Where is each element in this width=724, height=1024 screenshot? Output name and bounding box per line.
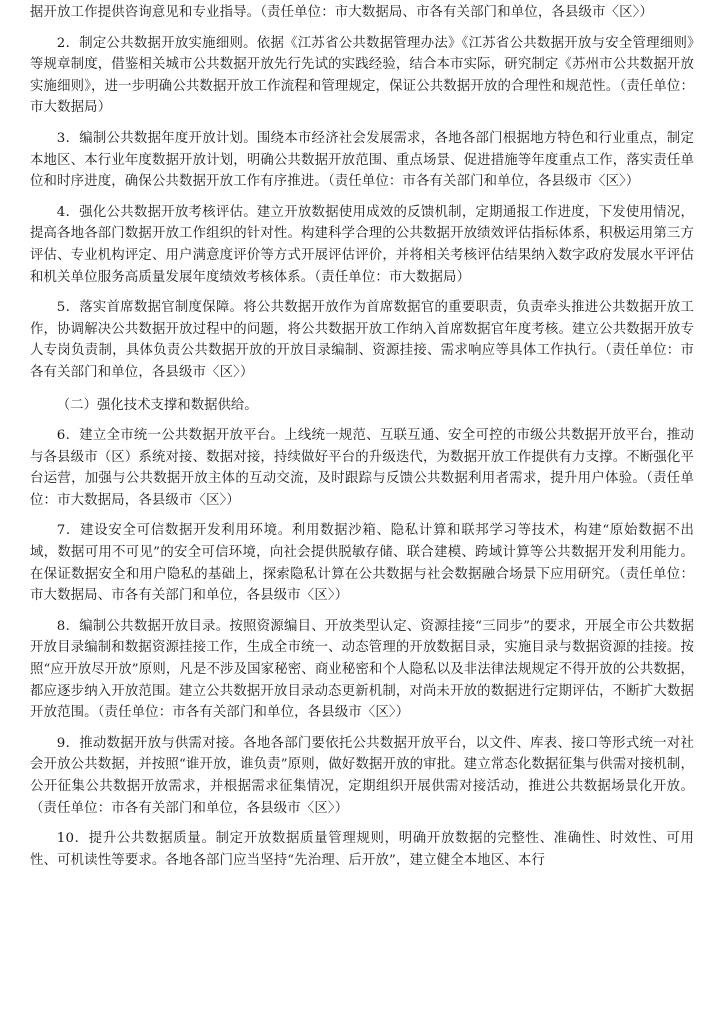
paragraph-item-4: 4．强化公共数据开放考核评估。建立开放数据使用成效的反馈机制，定期通报工作进度，下发使用情况，提高各地各部门数据开放工作组织的针对性。构建科学合理的公共数据开放绩效评估指标体系，积极运用第三方评估、专业机构评定、用户满意度评价等方式开展评估评价，并将相关考核评估结果纳入数字政府发展水平评估和机关单位服务高质量发展年度绩效考核体系。（责任单位：市大数据局） [30, 204, 694, 285]
paragraph-item-2: 2．制定公共数据开放实施细则。依据《江苏省公共数据管理办法》《江苏省公共数据开放与安全管理细则》等规章制度，借鉴相关城市公共数据开放先行先试的实践经验，结合本市实际，研究制定《苏州市公共数据开放实施细则》，进一步明确公共数据开放工作流程和管理规定，保证公共数据开放的合理性和规范性。（责任单位：市大数据局） [30, 35, 694, 116]
paragraph-item-10: 10．提升公共数据质量。制定开放数据质量管理规则，明确开放数据的完整性、准确性、时效性、可用性、可机读性等要求。各地各部门应当坚持“先治理、后开放”，建立健全本地区、本行 [30, 831, 694, 868]
paragraph-item-3: 3．编制公共数据年度开放计划。围绕本市经济社会发展需求，各地各部门根据地方特色和行业重点，制定本地区、本行业年度数据开放计划，明确公共数据开放范围、重点场景、促进措施等年度重点工作，落实责任单位和时序进度，确保公共数据开放工作有序推进。（责任单位：市各有关部门和单位，各县级市〈区〉） [30, 130, 694, 190]
document-page [30, 2, 694, 871]
paragraph-item-5: 5．落实首席数据官制度保障。将公共数据开放作为首席数据官的重要职责，负责牵头推进公共数据开放工作，协调解决公共数据开放过程中的问题，将公共数据开放工作纳入首席数据官年度考核。建立公共数据开放专人专岗负责制，具体负责公共数据开放的开放目录编制、资源挂接、需求响应等具体工作执行。（责任单位：市各有关部门和单位，各县级市〈区〉） [30, 300, 694, 380]
paragraph-item-6: 6．建立全市统一公共数据开放平台。上线统一规范、互联互通、安全可控的市级公共数据开放平台，推动与各县级市（区）系统对接、数据对接，持续做好平台的升级迭代，为数据开放工作提供有力支撑。不断强化平台运营，加强与公共数据开放主体的互动交流，及时跟踪与反馈公共数据利用者需求，提升用户体验。（责任单位：市大数据局，各县级市〈区〉） [30, 428, 694, 508]
section-heading: （二）强化技术支撑和数据供给。 [56, 397, 258, 413]
paragraph-1-continued: 据开放工作提供咨询意见和专业指导。（责任单位：市大数据局、市各有关部门和单位，各县级市〈区〉） [30, 5, 654, 20]
paragraph-item-9: 9．推动数据开放与供需对接。各地各部门要依托公共数据开放平台，以文件、库表、接口等形式统一对社会开放公共数据，并按照“谁开放，谁负责”原则，做好数据开放的审批。建立常态化数据征集与供需对接机制，公开征集公共数据开放需求，并根据需求征集情况，定期组织开展供需对接活动，推进公共数据场景化开放。（责任单位：市各有关部门和单位，各县级市〈区〉） [30, 735, 694, 816]
paragraph-item-8: 8．编制公共数据开放目录。按照资源编目、开放类型认定、资源挂接“三同步”的要求，开展全市公共数据开放目录编制和数据资源挂接工作，生成全市统一、动态管理的开放数据目录，实施目录与数据资源的挂接。按照“应开放尽开放”原则，凡是不涉及国家秘密、商业秘密和个人隐私以及非法律法规规定不得开放的公共数据，都应逐步纳入开放范围。建立公共数据开放目录动态更新机制，对尚未开放的数据进行定期评估，不断扩大数据开放范围。（责任单位：市各有关部门和单位，各县级市〈区〉） [30, 618, 694, 721]
paragraph-item-7: 7．建设安全可信数据开发利用环境。利用数据沙箱、隐私计算和联邦学习等技术，构建“原始数据不出域，数据可用不可见”的安全可信环境，向社会提供脱敏存储、联合建模、跨域计算等公共数据开发利用能力。在保证数据安全和用户隐私的基础上，探索隐私计算在公共数据与社会数据融合场景下应用研究。（责任单位：市大数据局、市各有关部门和单位，各县级市〈区〉） [30, 523, 694, 604]
